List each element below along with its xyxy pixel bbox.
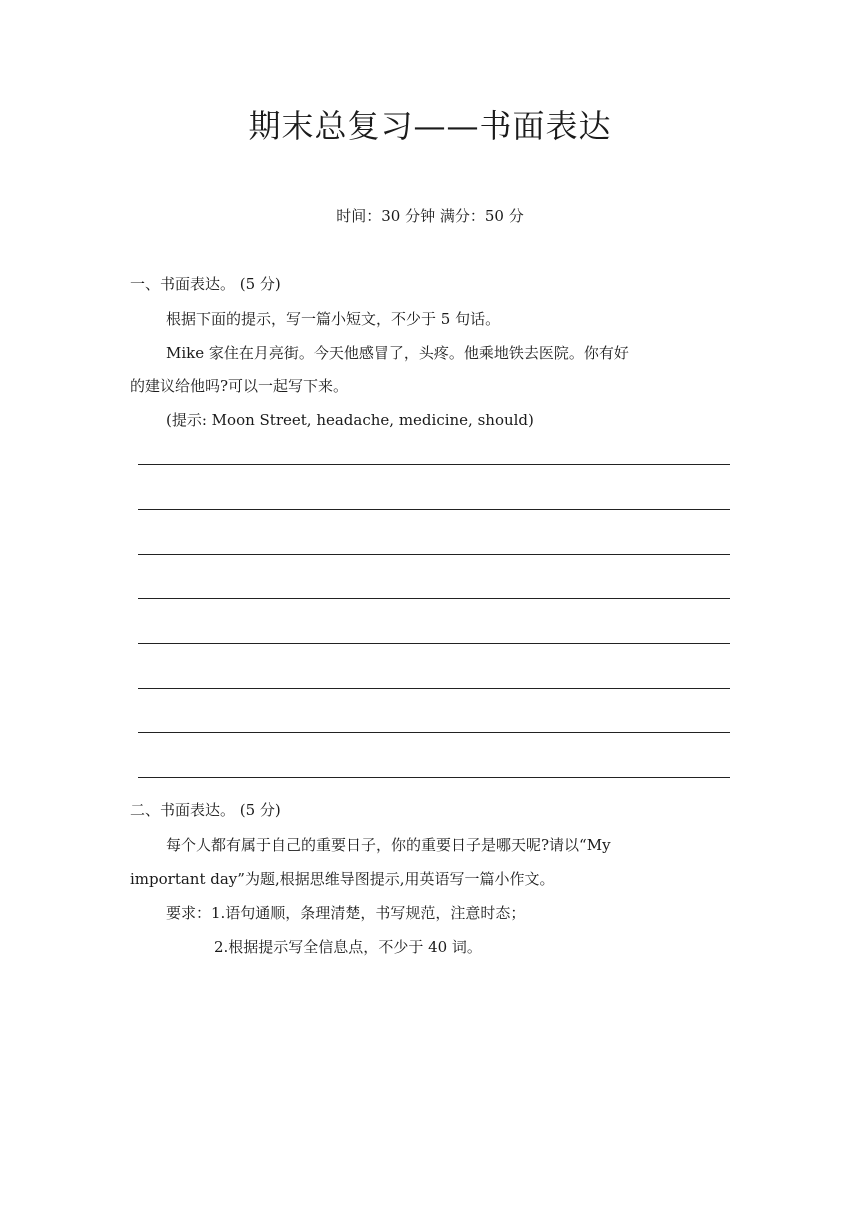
section1-heading: 一、书面表达。 (5 分) <box>130 275 281 293</box>
section1-prompt-line1: Mike 家住在月亮街。今天他感冒了，头疼。他乘地铁去医院。你有好 <box>166 344 629 362</box>
section2-heading: 二、书面表达。 (5 分) <box>130 801 281 819</box>
page-title: 期末总复习——书面表达 <box>248 107 612 145</box>
section1-instruction: 根据下面的提示，写一篇小短文，不少于 5 句话。 <box>166 310 501 328</box>
writing-line[interactable] <box>138 732 730 733</box>
writing-line[interactable] <box>138 643 730 644</box>
section2-prompt-line2: important day”为题,根据思维导图提示,用英语写一篇小作文。 <box>130 870 555 888</box>
writing-line[interactable] <box>138 464 730 465</box>
section2-prompt-line1: 每个人都有属于自己的重要日子，你的重要日子是哪天呢?请以“My <box>166 836 611 854</box>
writing-line[interactable] <box>138 777 730 778</box>
writing-line[interactable] <box>138 598 730 599</box>
writing-line[interactable] <box>138 509 730 510</box>
writing-line[interactable] <box>138 688 730 689</box>
writing-line[interactable] <box>138 554 730 555</box>
section2-requirement1: 要求：1.语句通顺，条理清楚，书写规范，注意时态； <box>166 904 526 922</box>
section1-hint: (提示: Moon Street, headache, medicine, should) <box>166 411 534 429</box>
section1-prompt-line2: 的建议给他吗?可以一起写下来。 <box>130 377 349 395</box>
section2-requirement2: 2.根据提示写全信息点，不少于 40 词。 <box>214 938 482 956</box>
exam-info: 时间：30 分钟 满分：50 分 <box>336 207 524 225</box>
